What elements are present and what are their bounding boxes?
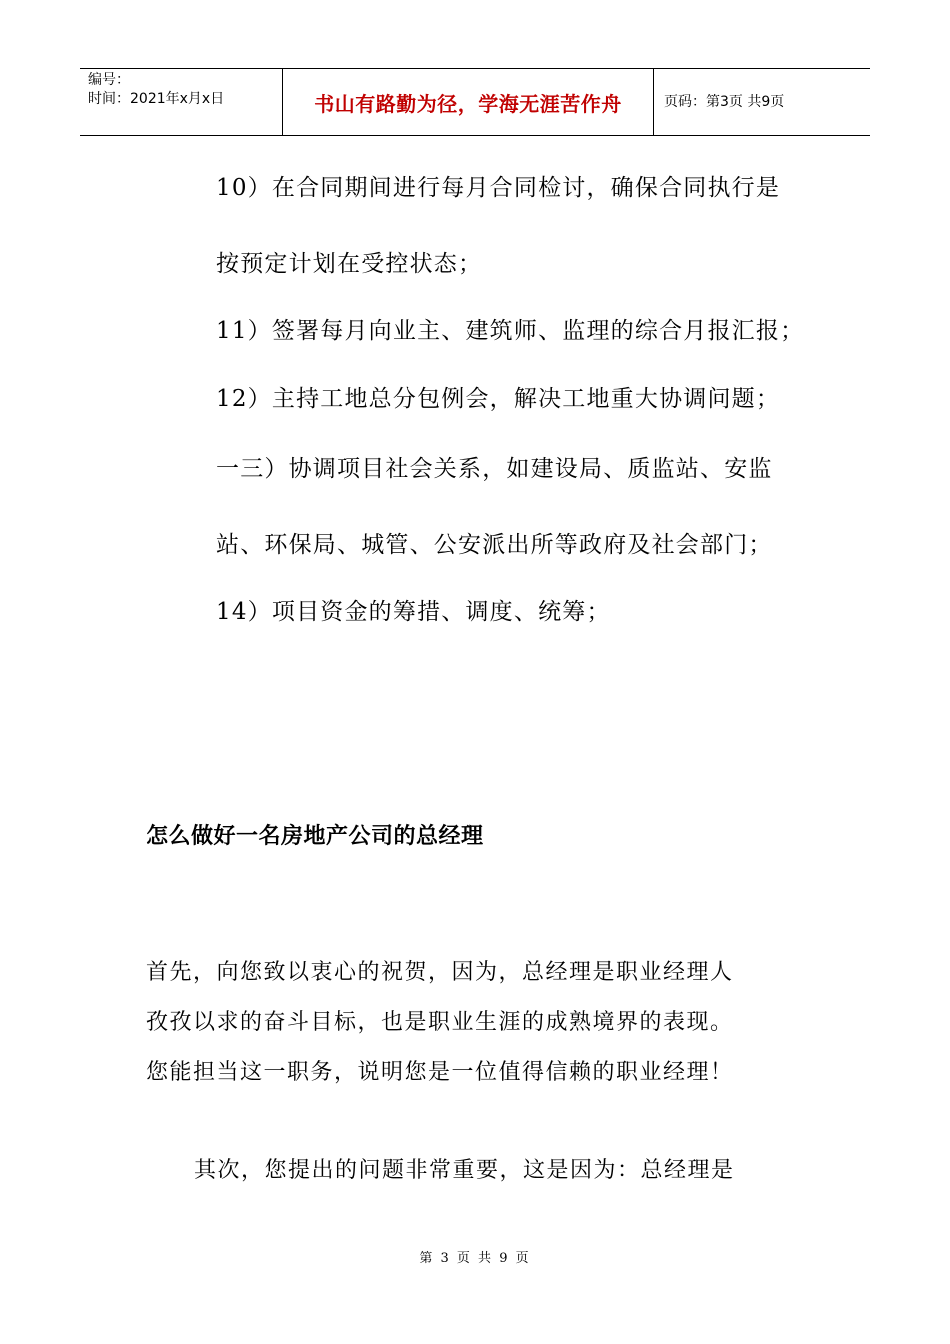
header-motto: 书山有路勤为径，学海无涯苦作舟 (314, 91, 622, 116)
list-line: 10）在合同期间进行每月合同检讨，确保合同执行是 (216, 175, 781, 201)
paragraph-line: 孜孜以求的奋斗目标，也是职业生涯的成熟境界的表现。 (146, 1010, 734, 1035)
document-number: 编号： (88, 72, 130, 88)
document-date: 时间：2021年x月x日 (88, 91, 225, 107)
document-header (80, 68, 870, 136)
paragraph-line: 其次，您提出的问题非常重要，这是因为：总经理是 (194, 1158, 735, 1183)
list-line: 11）签署每月向业主、建筑师、监理的综合月报汇报； (216, 318, 805, 344)
paragraph-line: 首先，向您致以衷心的祝贺，因为，总经理是职业经理人 (146, 960, 734, 985)
header-motto-cell (282, 69, 654, 135)
list-line: 站、环保局、城管、公安派出所等政府及社会部门； (216, 532, 773, 558)
paragraph-line: 您能担当这一职务，说明您是一位值得信赖的职业经理！ (146, 1060, 734, 1085)
header-page-cell (654, 69, 870, 135)
page-footer: 第 3 页 共 9 页 (419, 1251, 531, 1266)
list-line: 按预定计划在受控状态； (216, 251, 483, 277)
header-page-number: 页码：第3页 共9页 (664, 93, 785, 110)
list-line: 12）主持工地总分包例会，解决工地重大协调问题； (216, 386, 781, 412)
list-line: 14）项目资金的筹措、调度、统筹； (216, 599, 611, 625)
section-heading: 怎么做好一名房地产公司的总经理 (146, 824, 484, 849)
header-meta-cell (80, 69, 282, 135)
list-line: 一三）协调项目社会关系，如建设局、质监站、安监 (216, 456, 773, 482)
